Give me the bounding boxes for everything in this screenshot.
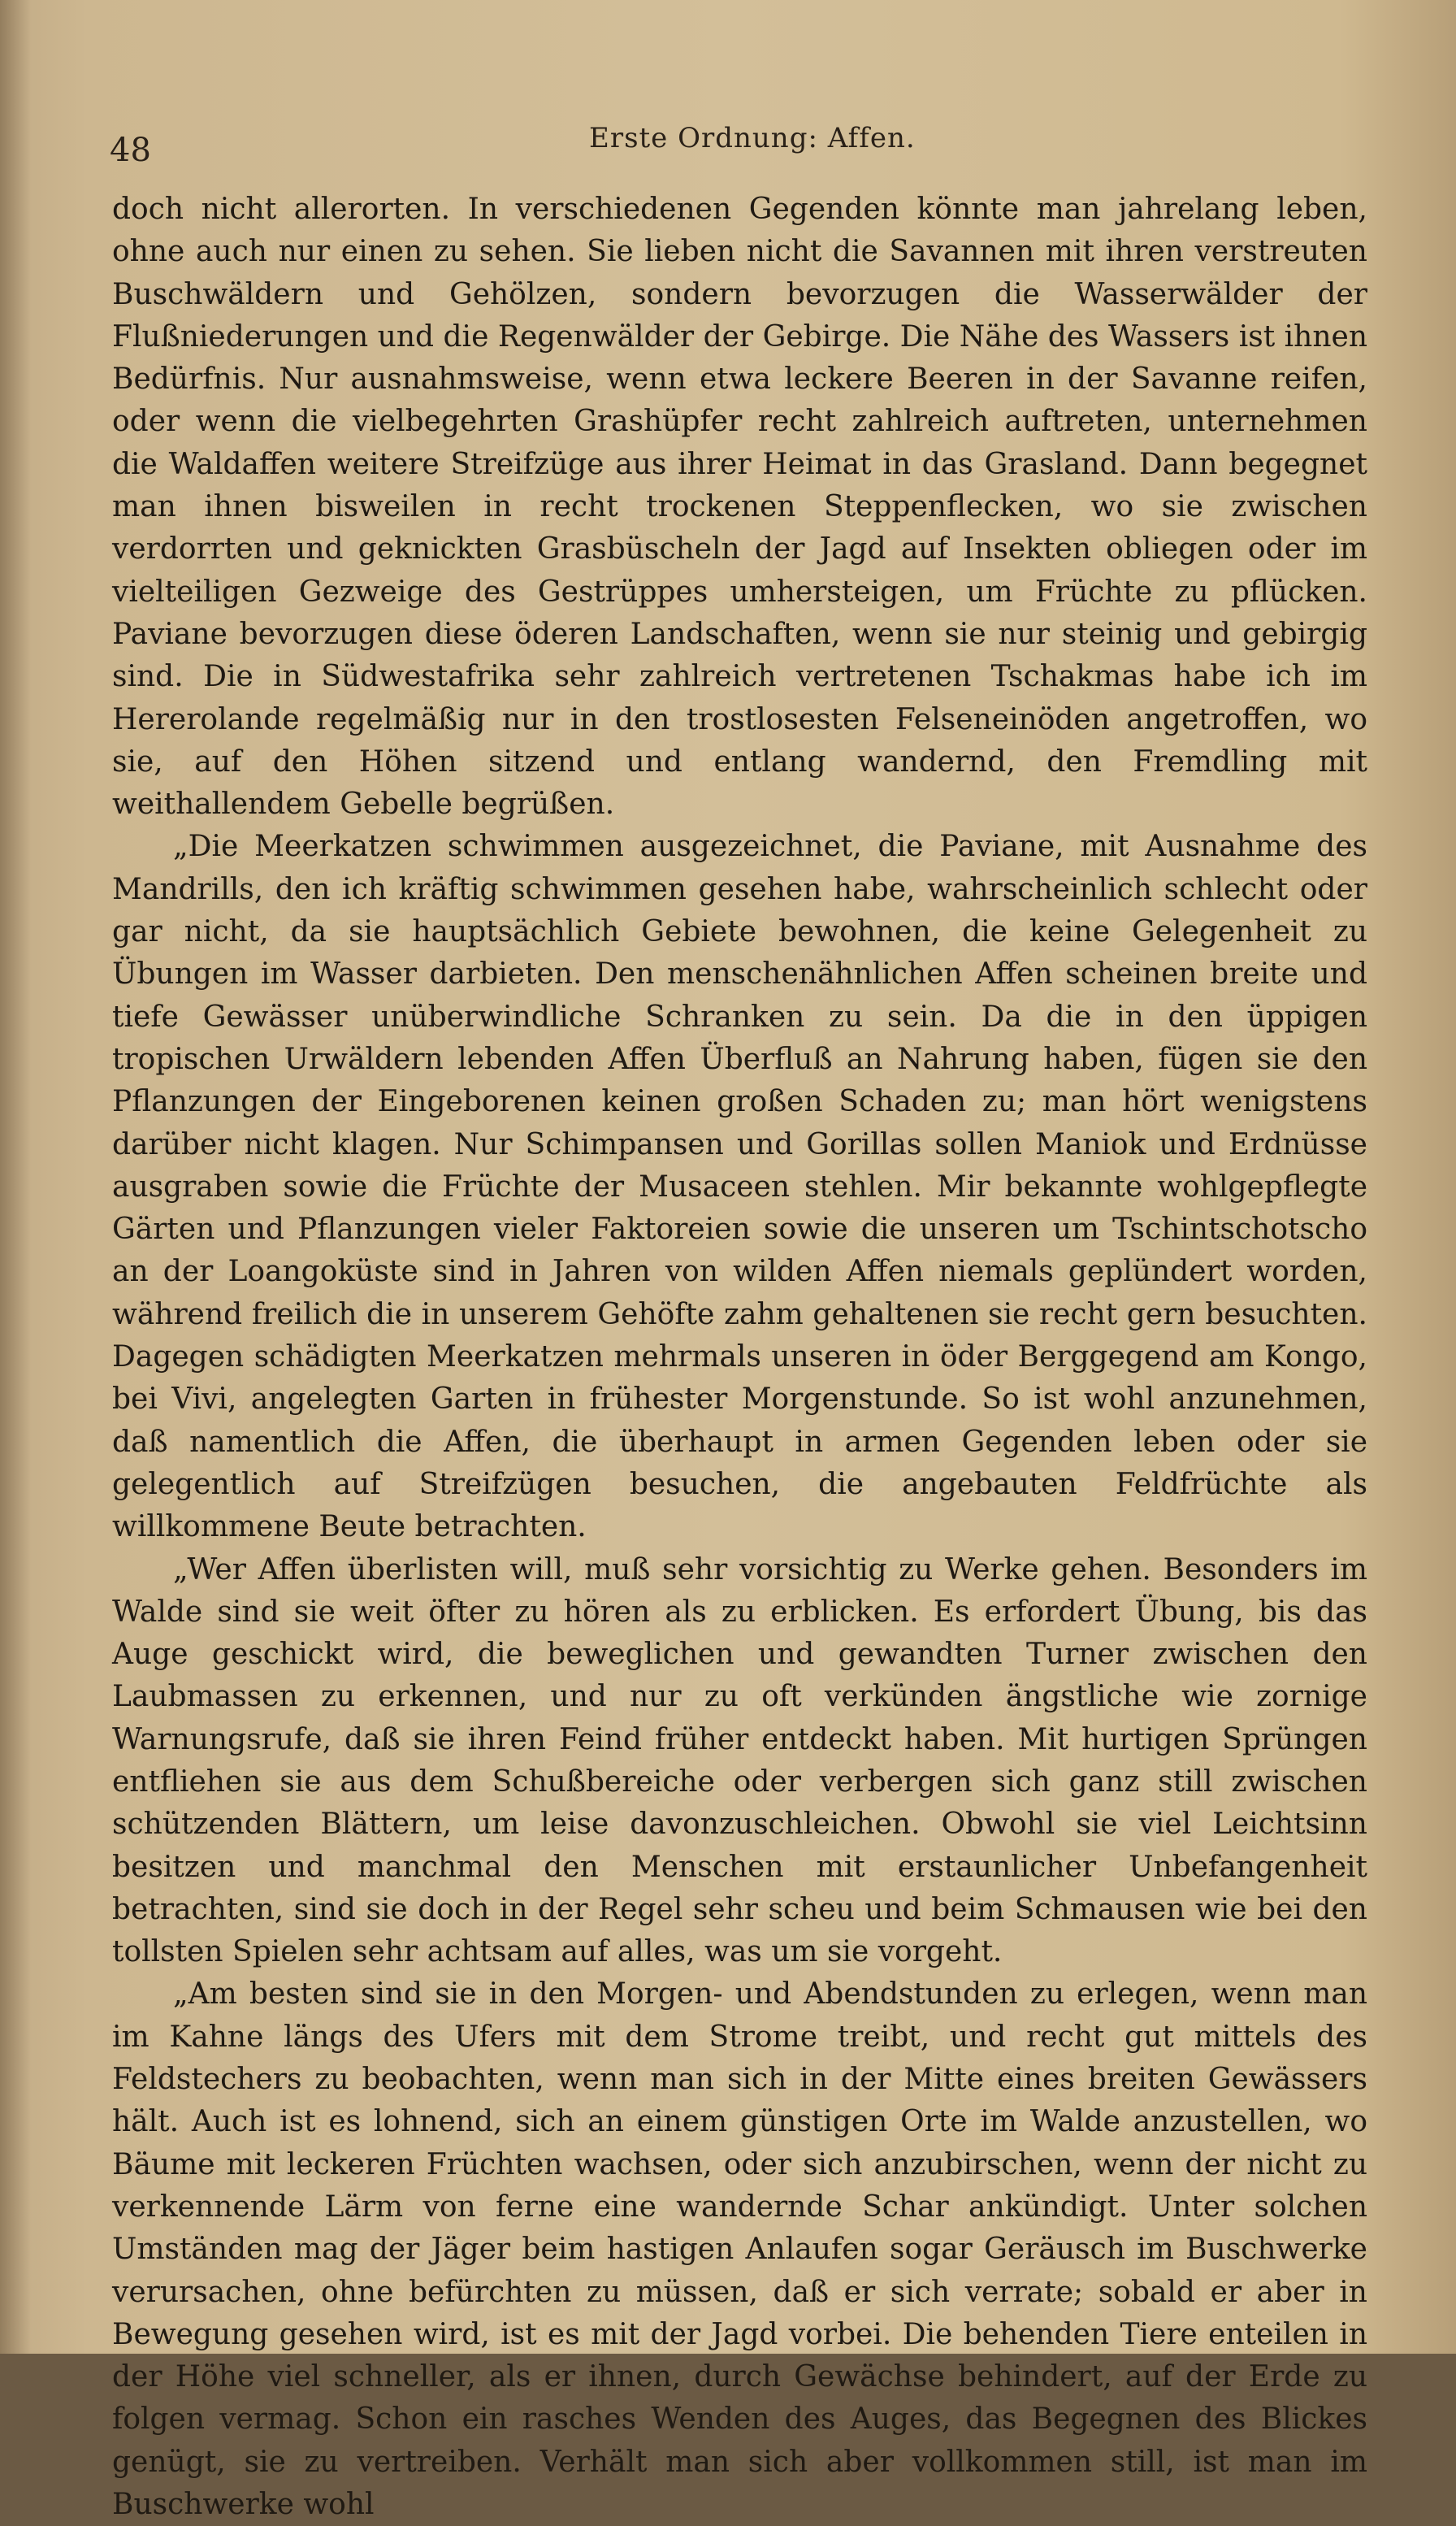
running-head: Erste Ordnung: Affen. [589,122,916,154]
paragraph-4: „Am besten sind sie in den Morgen- und Abendstunden zu erlegen, wenn man im Kahne längs des Ufers mit dem Strome treibt, und recht gut mittels des Feldstechers zu beobachten, wenn man sich in der Mitte eines breiten Gewässers hält. Auch ist es lohnend, sich an einem günstigen Orte im Walde anzustellen, wo Bäume mit leckeren Früchten wachsen, oder sich anzubirschen, wenn der nicht zu verkennende Lärm von ferne eine wandernde Schar ankündigt. Unter solchen Umständen mag der Jäger beim hastigen Anlaufen sogar Geräusch im Buschwerke verursachen, ohne befürchten zu müssen, daß er sich verrate; sobald er aber in Bewegung gesehen wird, ist es mit der Jagd vorbei. Die behenden Tiere enteilen in der Höhe viel schneller, als er ihnen, durch Gewächse behindert, auf der Erde zu folgen vermag. Schon ein rasches Wenden des Auges, das Begegnen des Blickes genügt, sie zu vertreiben. Verhält man sich aber vollkommen still, ist man im Buschwerke wohl [112,1977,1367,2522]
page-header [110,122,1369,179]
page-number: 48 [110,132,151,169]
body-text [112,189,1367,2526]
page-gutter-shadow [0,0,31,2354]
paragraph-3: „Wer Affen überlisten will, muß sehr vorsichtig zu Werke gehen. Besonders im Walde sind sie weit öfter zu hören als zu erblicken. Es erfordert Übung, bis das Auge geschickt wird, die beweglichen und gewandten Turner zwischen den Laubmassen zu erkennen, und nur zu oft verkünden ängstliche wie zornige Warnungsrufe, daß sie ihren Feind früher entdeckt haben. Mit hurtigen Sprüngen entfliehen sie aus dem Schußbereiche oder verbergen sich ganz still zwischen schützenden Blättern, um leise davonzuschleichen. Obwohl sie viel Leichtsinn besitzen und manchmal den Menschen mit erstaunlicher Unbefangenheit betrachten, sind sie doch in der Regel sehr scheu und beim Schmausen wie bei den tollsten Spielen sehr achtsam auf alles, was um sie vorgeht. [112,1552,1367,1969]
paragraph-2: „Die Meerkatzen schwimmen ausgezeichnet, die Paviane, mit Ausnahme des Mandrills, den ich kräftig schwimmen gesehen habe, wahrscheinlich schlecht oder gar nicht, da sie hauptsächlich Gebiete bewohnen, die keine Gelegenheit zu Übungen im Wasser darbieten. Den menschenähnlichen Affen scheinen breite und tiefe Gewässer unüberwindliche Schranken zu sein. Da die in den üppigen tropischen Urwäldern lebenden Affen Überfluß an Nahrung haben, fügen sie den Pflanzungen der Eingeborenen keinen großen Schaden zu; man hört wenigstens darüber nicht klagen. Nur Schimpansen und Gorillas sollen Maniok und Erdnüsse ausgraben sowie die Früchte der Musaceen stehlen. Mir bekannte wohlgepflegte Gärten und Pflanzungen vieler Faktoreien sowie die unseren um Tschintschotscho an der Loangoküste sind in Jahren von wilden Affen niemals geplündert worden, während freilich die in unserem Gehöfte zahm gehaltenen sie recht gern besuchten. Dagegen schädigten Meerkatzen mehrmals unseren in öder Berggegend am Kongo, bei Vivi, angelegten Garten in frühester Morgenstunde. So ist wohl anzunehmen, daß namentlich die Affen, die überhaupt in armen Gegenden leben oder sie gelegentlich auf Streifzügen besuchen, die angebauten Feldfrüchte als willkommene Beute betrachten. [112,830,1367,1544]
paragraph-1: doch nicht allerorten. In verschiedenen Gegenden könnte man jahrelang leben, ohne auch nur einen zu sehen. Sie lieben nicht die Savannen mit ihren verstreuten Buschwäldern und Gehölzen, sondern bevorzugen die Wasserwälder der Flußniederungen und die Regenwälder der Gebirge. Die Nähe des Wassers ist ihnen Bedürfnis. Nur ausnahmsweise, wenn etwa leckere Beeren in der Savanne reifen, oder wenn die vielbegehrten Grashüpfer recht zahlreich auftreten, unternehmen die Waldaffen weitere Streifzüge aus ihrer Heimat in das Grasland. Dann begegnet man ihnen bisweilen in recht trockenen Steppenflecken, wo sie zwischen verdorrten und geknickten Grasbüscheln der Jagd auf Insekten obliegen oder im vielteiligen Gezweige des Gestrüppes umhersteigen, um Früchte zu pflücken. Paviane bevorzugen diese öderen Landschaften, wenn sie nur steinig und gebirgig sind. Die in Südwestafrika sehr zahlreich vertretenen Tschakmas habe ich im Hererolande regelmäßig nur in den trostlosesten Felseneinöden angetroffen, wo sie, auf den Höhen sitzend und entlang wandernd, den Fremdling mit weithallendem Gebelle begrüßen. [112,193,1367,822]
